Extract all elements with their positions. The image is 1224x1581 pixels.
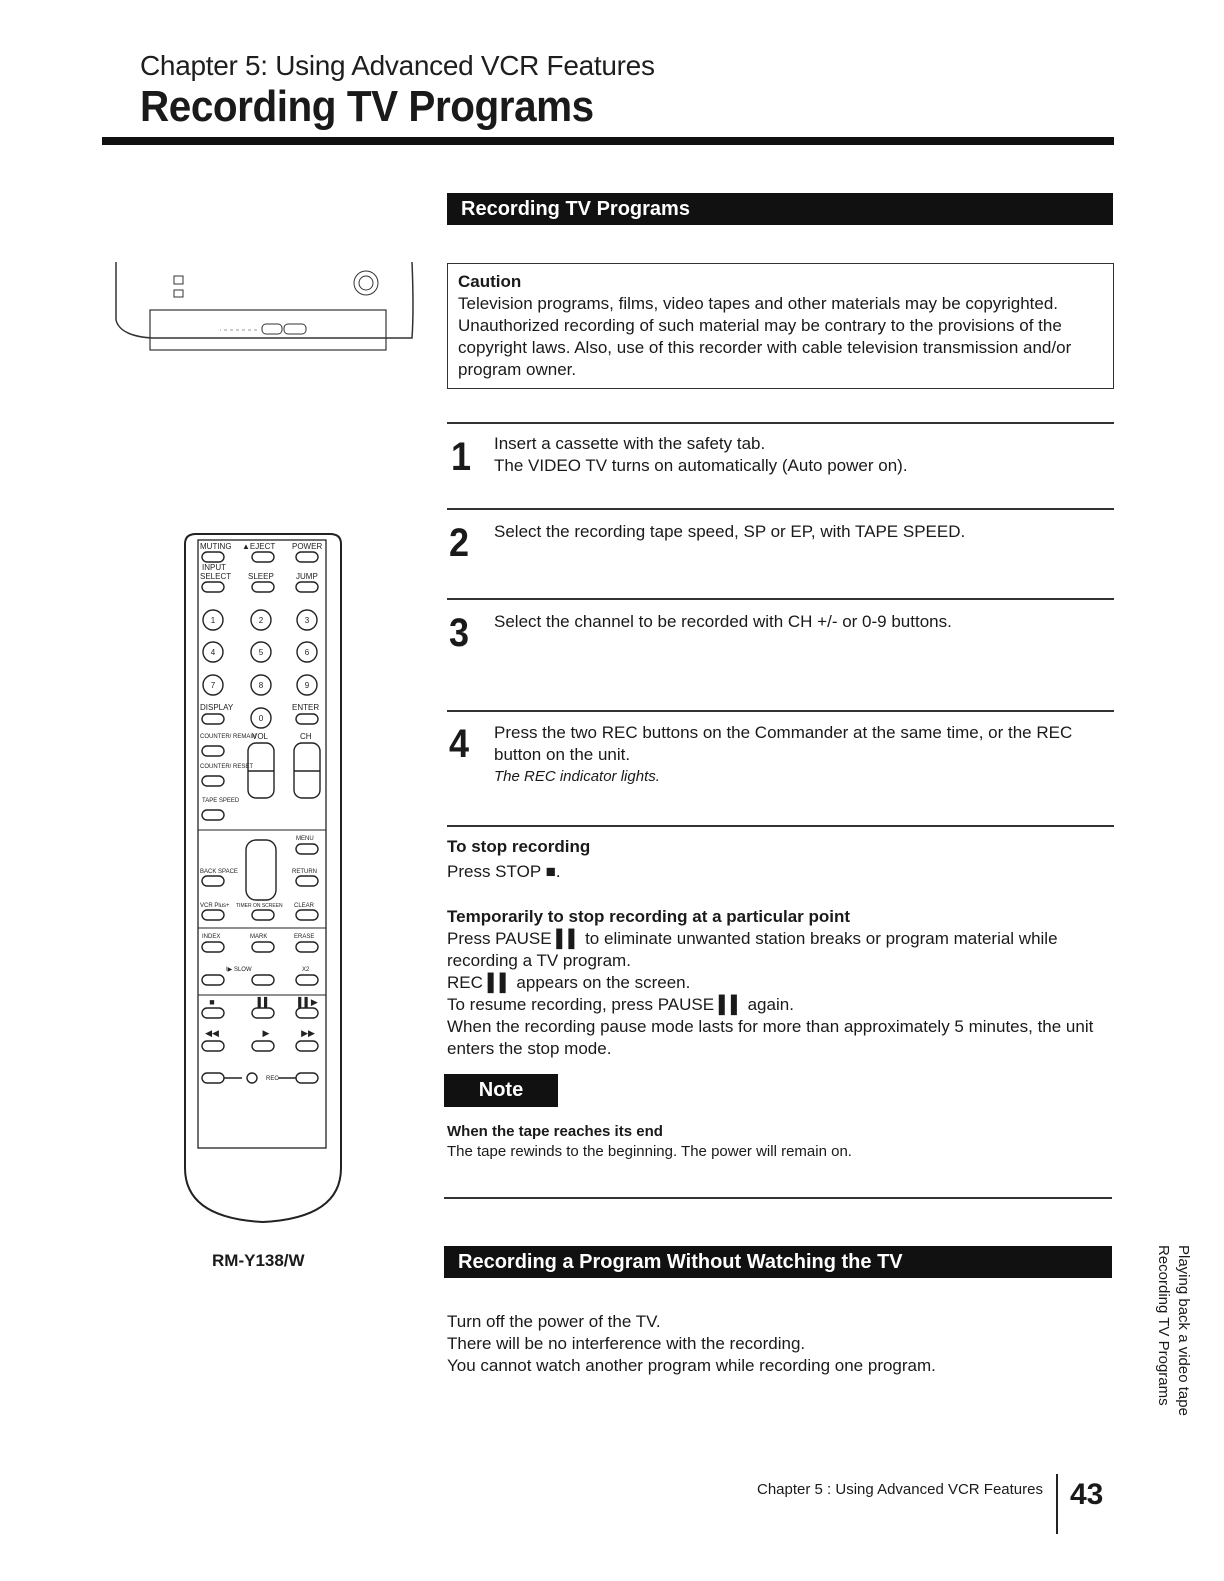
remote-digit-label: 3 <box>304 616 310 625</box>
remote-label-counter-remain: COUNTER/ REMAIN <box>200 734 257 740</box>
remote-label-vcr-plus: VCR Plus+ <box>200 903 230 909</box>
svg-text:▶: ▶ <box>262 1028 270 1038</box>
without-tv-line: There will be no interference with the recording. <box>447 1334 806 1353</box>
remote-label-muting: MUTING <box>200 542 232 551</box>
stop-recording-title: To stop recording <box>447 837 591 856</box>
svg-text:◀◀: ◀◀ <box>205 1028 219 1038</box>
pause-line: To resume recording, press PAUSE ▌▌ again. <box>447 995 794 1014</box>
remote-label-erase: ERASE <box>294 934 315 940</box>
side-tab <box>1150 1245 1196 1425</box>
without-tv-line: Turn off the power of the TV. <box>447 1312 661 1331</box>
remote-label-eject: ▲EJECT <box>242 542 276 551</box>
svg-text:■: ■ <box>209 997 215 1007</box>
note-text: The tape rewinds to the beginning. The power will remain on. <box>447 1143 852 1160</box>
step-divider <box>447 508 1114 510</box>
step-divider <box>447 710 1114 712</box>
step-1-line: Insert a cassette with the safety tab. <box>494 434 766 453</box>
remote-label-counter-reset: COUNTER/ RESET <box>200 764 254 770</box>
page-number: 43 <box>1070 1478 1104 1511</box>
note-title: When the tape reaches its end <box>447 1123 663 1140</box>
caution-text: Television programs, films, video tapes and other materials may be copyrighted. Unauthorized recording of such material may be contrary to the provisions of the copyright laws. Also, use of this recorder with cable television transmission and/or program owner. <box>458 294 1072 379</box>
footer-divider <box>1056 1474 1058 1534</box>
title-rule <box>102 137 1114 145</box>
page-title: Recording TV Programs <box>140 82 594 131</box>
remote-model-label: RM-Y138/W <box>212 1251 305 1270</box>
remote-digit-label: 1 <box>210 616 216 625</box>
section-divider <box>444 1197 1112 1199</box>
note-label: Note <box>444 1074 558 1107</box>
remote-label-menu: MENU <box>296 836 314 842</box>
remote-label-return: RETURN <box>292 869 317 875</box>
tv-front-panel-illustration <box>112 250 422 360</box>
remote-digit-label: 0 <box>258 714 264 723</box>
step-4-number: 4 <box>449 722 470 766</box>
step-1-number: 1 <box>451 435 472 479</box>
step-divider <box>447 598 1114 600</box>
pause-line: When the recording pause mode lasts for more than approximately 5 minutes, the unit enters the stop mode. <box>447 1017 1094 1058</box>
remote-label-x2: X2 <box>302 967 310 973</box>
remote-label-tape-speed: TAPE SPEED <box>202 798 240 804</box>
remote-label-slow: I▶ SLOW <box>226 967 252 973</box>
chapter-label: Chapter 5: Using Advanced VCR Features <box>140 50 655 81</box>
svg-text:▌▌: ▌▌ <box>257 997 271 1007</box>
remote-label-vol: VOL <box>252 732 269 741</box>
remote-control-illustration <box>180 528 350 1230</box>
step-4-text <box>494 722 1114 788</box>
pause-line: REC ▌▌ appears on the screen. <box>447 973 691 992</box>
remote-digit-label: 7 <box>210 681 216 690</box>
pause-recording-title: Temporarily to stop recording at a particular point <box>447 907 851 926</box>
step-1-text <box>494 433 1109 477</box>
step-4-note: The REC indicator lights. <box>494 768 660 785</box>
step-2-number: 2 <box>449 521 470 565</box>
step-2-text: Select the recording tape speed, SP or EP, with TAPE SPEED. <box>494 522 966 541</box>
remote-label-power: POWER <box>292 542 323 551</box>
pause-line: Press PAUSE ▌▌ to eliminate unwanted station breaks or program material while recording a TV program. <box>447 929 1058 970</box>
remote-label-timer-on-screen: TIMER ON SCREEN <box>236 903 283 909</box>
svg-text:▌▌▶: ▌▌▶ <box>298 997 318 1007</box>
remote-label-sleep: SLEEP <box>248 572 274 581</box>
remote-label-select: SELECT <box>200 572 232 581</box>
remote-digit-label: 4 <box>210 648 216 657</box>
side-tab-line1: Playing back a video tape <box>1175 1245 1192 1416</box>
remote-label-input: INPUT <box>202 563 226 572</box>
remote-digit-label: 9 <box>304 681 310 690</box>
remote-digit-label: 8 <box>258 681 264 690</box>
step-1-line: The VIDEO TV turns on automatically (Auto power on). <box>494 456 908 475</box>
remote-label-mark: MARK <box>250 934 268 940</box>
remote-label-enter: ENTER <box>292 703 320 712</box>
remote-label-back-space: BACK SPACE <box>200 869 238 875</box>
remote-digit-label: 5 <box>258 648 264 657</box>
section-heading-without-tv: Recording a Program Without Watching the TV <box>444 1246 1112 1278</box>
step-3-text: Select the channel to be recorded with CH +/- or 0-9 buttons. <box>494 612 952 631</box>
remote-digit-label: 2 <box>258 616 264 625</box>
caution-box <box>447 263 1114 389</box>
remote-label-display: DISPLAY <box>200 703 234 712</box>
footer-chapter: Chapter 5 : Using Advanced VCR Features <box>757 1481 1043 1498</box>
without-tv-line: You cannot watch another program while recording one program. <box>447 1356 936 1375</box>
step-divider <box>447 422 1114 424</box>
caution-title: Caution <box>458 272 522 291</box>
section-divider <box>447 825 1114 827</box>
remote-label-clear: CLEAR <box>294 903 315 909</box>
remote-label-rec: REC <box>266 1076 279 1082</box>
remote-label-index: INDEX <box>202 934 221 940</box>
remote-digit-label: 6 <box>304 648 310 657</box>
side-tab-line2: Recording TV Programs <box>1155 1245 1172 1406</box>
section-heading-recording: Recording TV Programs <box>447 193 1113 225</box>
stop-recording-text: Press STOP ■. <box>447 862 561 881</box>
remote-label-ch: CH <box>300 732 312 741</box>
pause-recording-text <box>447 928 1111 1060</box>
remote-label-jump: JUMP <box>296 572 318 581</box>
step-3-number: 3 <box>449 611 470 655</box>
step-4-line: Press the two REC buttons on the Commander at the same time, or the REC button on the unit. <box>494 723 1073 764</box>
svg-text:▶▶: ▶▶ <box>301 1028 315 1038</box>
without-tv-text <box>447 1311 1111 1377</box>
